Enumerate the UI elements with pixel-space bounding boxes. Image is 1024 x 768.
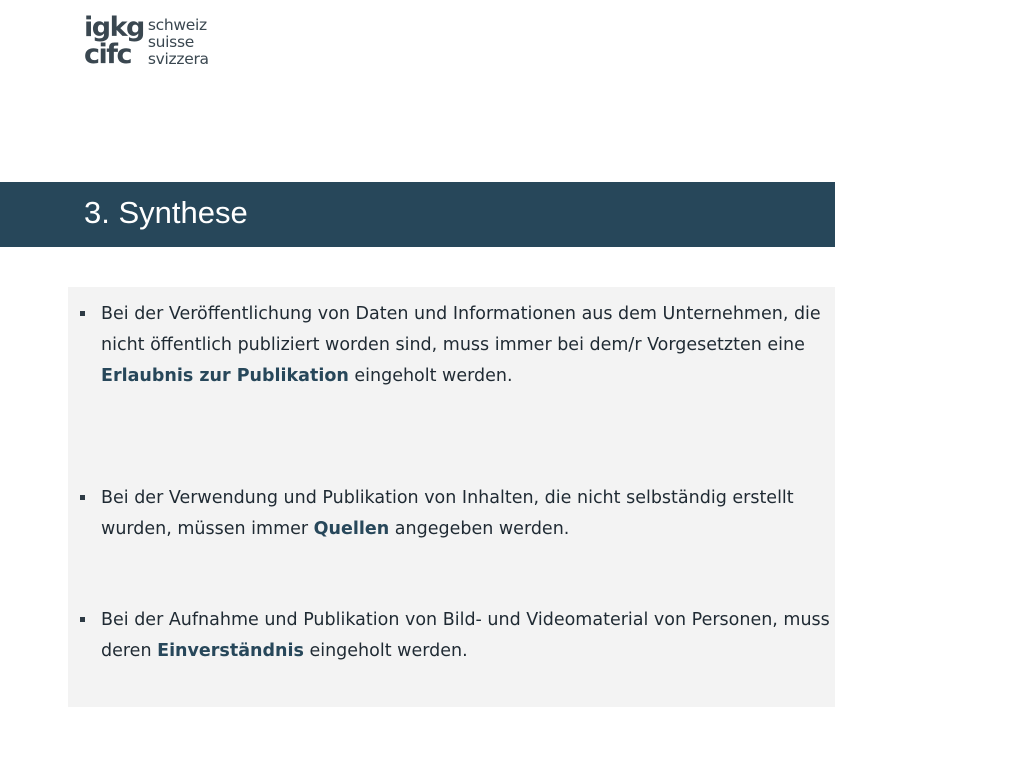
- slide-title: 3. Synthese: [84, 195, 248, 230]
- bullet-text-part: eingeholt werden.: [348, 366, 513, 386]
- bullet-text: [101, 299, 831, 392]
- logo-word-schweiz: schweiz: [147, 16, 207, 34]
- bullet-square-icon: [80, 311, 85, 316]
- bullet-text-part: Bei der Verwendung und Publikation von Inhalten, die nicht selbständig erstellt wurden, müssen immer: [101, 488, 794, 539]
- bullet-emphasis: Einverständnis: [157, 641, 304, 661]
- logo-mark-line2: cifc: [84, 39, 132, 70]
- bullet-text: [101, 483, 831, 545]
- bullet-text-part: angegeben werden.: [389, 519, 570, 539]
- bullet-square-icon: [80, 495, 85, 500]
- logo-mark-line1: igkg: [84, 12, 144, 43]
- logo-mark: [84, 14, 144, 68]
- bullet-text-part: Bei der Aufnahme und Publikation von Bild- und Videomaterial von Personen, muss deren: [101, 610, 830, 661]
- logo-word-suisse: suisse: [147, 33, 194, 51]
- title-bar: [0, 182, 835, 247]
- bullet-text-part: Bei der Veröffentlichung von Daten und Informationen aus dem Unternehmen, die nicht öffentlich publiziert worden sind, muss immer bei dem/r Vorgesetzten eine: [101, 304, 821, 355]
- bullet-square-icon: [80, 617, 85, 622]
- logo-word-svizzera: svizzera: [147, 50, 209, 68]
- bullet-text: [101, 605, 831, 667]
- logo-words: [148, 17, 209, 68]
- bullet-emphasis: Quellen: [313, 519, 390, 539]
- bullet-emphasis: Erlaubnis zur Publikation: [101, 366, 349, 386]
- bullet-text-part: eingeholt werden.: [303, 641, 468, 661]
- content-box: [68, 287, 835, 707]
- igkg-logo: [84, 14, 209, 72]
